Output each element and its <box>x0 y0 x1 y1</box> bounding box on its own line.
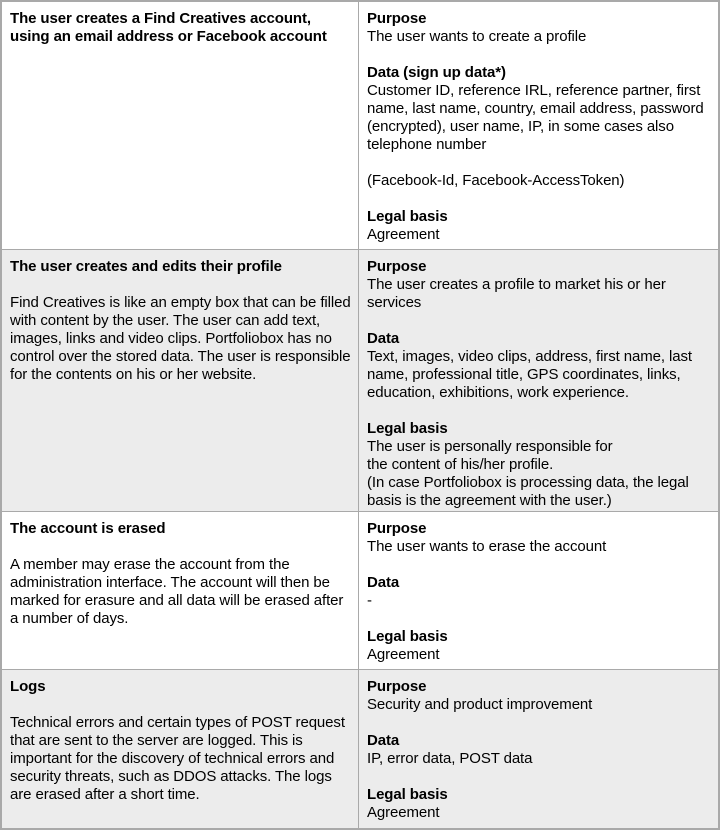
data-text: IP, error data, POST data <box>367 750 533 767</box>
purpose-text: Security and product improvement <box>367 696 593 713</box>
activity-title: The account is erased <box>10 520 166 537</box>
purpose-label: Purpose <box>367 10 427 27</box>
data-text: Customer ID, reference IRL, reference partner, first name, last name, country, email address, password (encrypted), user name, IP, in some cases also telephone number <box>367 82 704 153</box>
legal-basis-label: Legal basis <box>367 628 448 645</box>
table-row-logs <box>2 669 718 828</box>
activity-cell <box>2 670 359 828</box>
activity-cell <box>2 512 359 669</box>
activity-description: A member may erase the account from the administration interface. The account will then be marked for erasure and all data will be erased after a number of days. <box>10 556 344 627</box>
purpose-text: The user wants to erase the account <box>367 538 607 555</box>
details-cell <box>359 670 718 828</box>
activity-title: Logs <box>10 678 46 695</box>
facebook-data-text: (Facebook-Id, Facebook-AccessToken) <box>367 172 625 189</box>
purpose-text: The user creates a profile to market his or her services <box>367 276 666 311</box>
purpose-label: Purpose <box>367 678 427 695</box>
data-label: Data (sign up data*) <box>367 64 506 81</box>
data-text: - <box>367 592 372 609</box>
details-cell <box>359 2 718 249</box>
data-label: Data <box>367 330 400 347</box>
legal-basis-text: the content of his/her profile. <box>367 456 554 473</box>
purpose-label: Purpose <box>367 258 427 275</box>
data-label: Data <box>367 574 400 591</box>
details-cell <box>359 250 718 511</box>
activity-title: The user creates a Find Creatives account, using an email address or Facebook account <box>10 10 327 45</box>
legal-basis-label: Legal basis <box>367 208 448 225</box>
table-row-account-creation <box>2 2 718 249</box>
activity-description: Technical errors and certain types of POST request that are sent to the server are logged. This is important for the discovery of technical errors and security threats, such as DDOS attacks. The logs are erased after a short time. <box>10 714 345 803</box>
details-cell <box>359 512 718 669</box>
legal-basis-text: Agreement <box>367 804 440 821</box>
legal-basis-text: The user is personally responsible for <box>367 438 613 455</box>
data-text: Text, images, video clips, address, first name, last name, professional title, GPS coordinates, links, education, exhibitions, work experience. <box>367 348 692 401</box>
legal-basis-label: Legal basis <box>367 420 448 437</box>
purpose-label: Purpose <box>367 520 427 537</box>
legal-basis-text: Agreement <box>367 646 440 663</box>
legal-basis-text: (In case Portfoliobox is processing data, the legal basis is the agreement with the user.) <box>367 474 689 509</box>
activity-title: The user creates and edits their profile <box>10 258 282 275</box>
legal-basis-text: Agreement <box>367 226 440 243</box>
table-row-account-erasure <box>2 511 718 669</box>
table-row-profile-editing <box>2 249 718 511</box>
activity-cell <box>2 250 359 511</box>
data-label: Data <box>367 732 400 749</box>
activity-cell <box>2 2 359 249</box>
purpose-text: The user wants to create a profile <box>367 28 587 45</box>
legal-basis-label: Legal basis <box>367 786 448 803</box>
activity-description: Find Creatives is like an empty box that can be filled with content by the user. The user can add text, images, links and video clips. Portfoliobox has no control over the stored data. The user is responsible for the contents on his or her website. <box>10 294 351 383</box>
